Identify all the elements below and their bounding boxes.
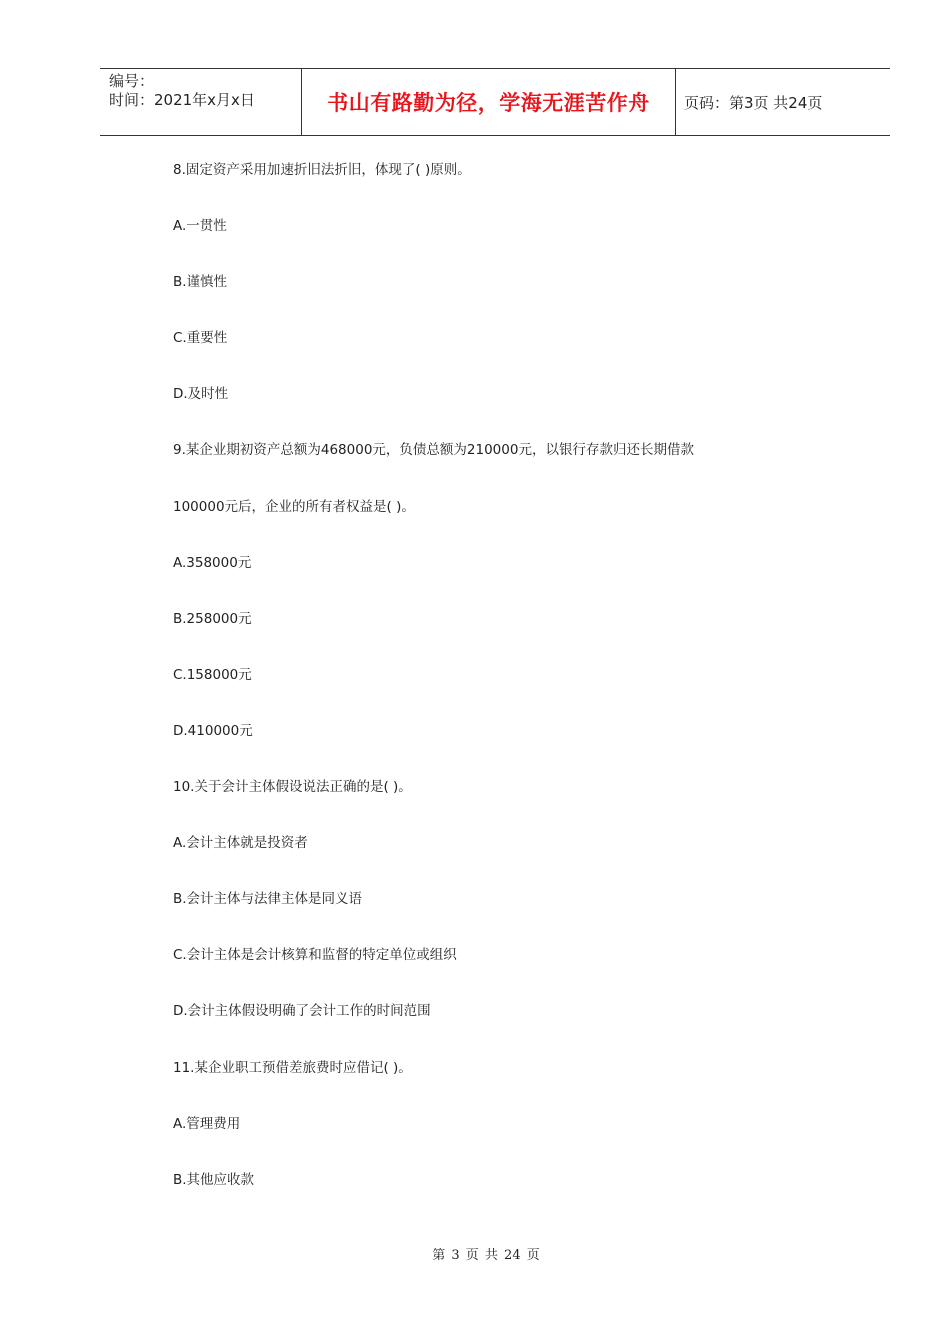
header-motto-cell bbox=[302, 69, 676, 135]
question-9-option-c: C.158000元 bbox=[173, 666, 252, 683]
question-10-option-a: A.会计主体就是投资者 bbox=[173, 835, 308, 852]
header-motto: 书山有路勤为径，学海无涯苦作舟 bbox=[327, 91, 650, 115]
question-list bbox=[173, 152, 813, 1218]
document-number-label: 编号： bbox=[109, 72, 155, 90]
question-9-option-d: D.410000元 bbox=[173, 722, 253, 739]
header-meta bbox=[100, 69, 302, 135]
question-9-option-a: A.358000元 bbox=[173, 554, 252, 571]
footer-page-number: 第 3 页 共 24 页 bbox=[432, 1248, 540, 1263]
document-time-label: 时间：2021年x月x日 bbox=[109, 91, 255, 109]
question-8-option-a: A.一贯性 bbox=[173, 218, 227, 235]
question-11-stem: 11.某企业职工预借差旅费时应借记( )。 bbox=[173, 1059, 412, 1076]
question-9-stem-line-2: 100000元后，企业的所有者权益是( )。 bbox=[173, 498, 415, 515]
question-11-option-a: A.管理费用 bbox=[173, 1115, 241, 1132]
question-11-option-b: B.其他应收款 bbox=[173, 1171, 255, 1188]
question-10-stem: 10.关于会计主体假设说法正确的是( )。 bbox=[173, 779, 412, 796]
question-10-option-c: C.会计主体是会计核算和监督的特定单位或组织 bbox=[173, 947, 457, 964]
header-page-info: 页码：第3页 共24页 bbox=[684, 93, 823, 112]
question-8-option-b: B.谨慎性 bbox=[173, 274, 228, 291]
question-10-option-d: D.会计主体假设明确了会计工作的时间范围 bbox=[173, 1003, 431, 1020]
question-10-option-b: B.会计主体与法律主体是同义语 bbox=[173, 891, 363, 908]
question-9-stem-line-1: 9.某企业期初资产总额为468000元，负债总额为210000元，以银行存款归还长期借款 bbox=[173, 442, 694, 459]
question-9-option-b: B.258000元 bbox=[173, 610, 252, 627]
page-header bbox=[100, 68, 890, 136]
question-8-stem: 8.固定资产采用加速折旧法折旧，体现了( )原则。 bbox=[173, 162, 471, 178]
question-8-option-d: D.及时性 bbox=[173, 386, 229, 403]
header-page-info-cell bbox=[676, 69, 890, 135]
question-8-option-c: C.重要性 bbox=[173, 330, 228, 347]
page-footer bbox=[0, 1244, 950, 1263]
